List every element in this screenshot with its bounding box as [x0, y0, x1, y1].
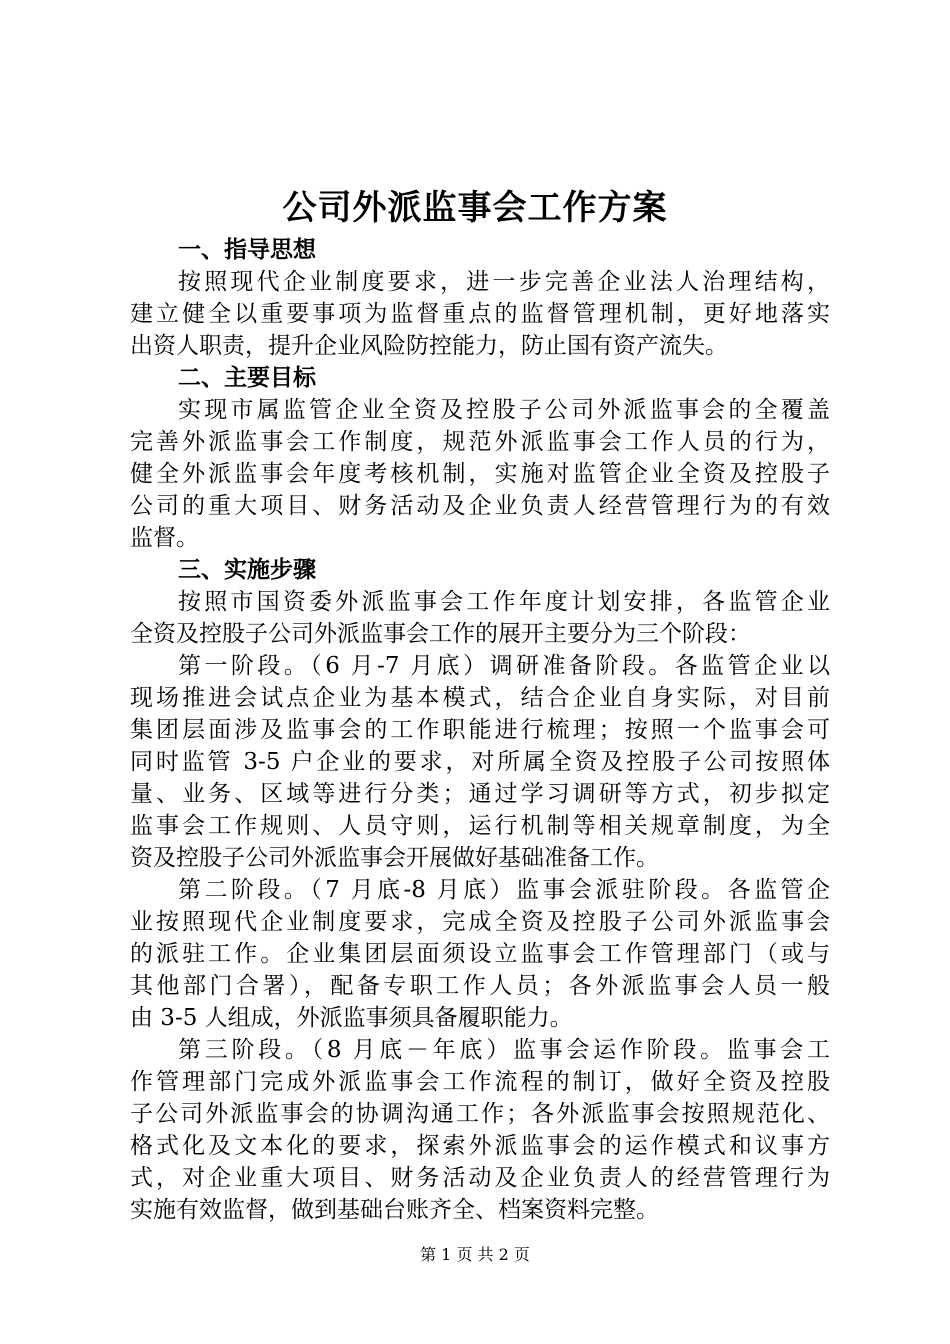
- stage-one-line: 同时监管 3-5 户企业的要求，对所属全资及控股子公司按照体: [130, 749, 830, 775]
- stage-three-line: 实施有效监督，做到基础台账齐全、档案资料完整。: [130, 1197, 659, 1223]
- page-number-footer: 第 1 页 共 2 页: [420, 1245, 530, 1264]
- paragraph-line: 出资人职责，提升企业风险防控能力，防止国有资产流失。: [130, 333, 728, 359]
- paragraph-line: 监督。: [130, 525, 199, 551]
- paragraph-line: 实现市属监管企业全资及控股子公司外派监事会的全覆盖: [178, 397, 830, 423]
- document-title: 公司外派监事会工作方案: [282, 188, 668, 228]
- stage-three-line: 子公司外派监事会的协调沟通工作；各外派监事会按照规范化、: [130, 1101, 830, 1127]
- paragraph-line: 全资及控股子公司外派监事会工作的展开主要分为三个阶段：: [130, 621, 751, 647]
- paragraph-line: 健全外派监事会年度考核机制，实施对监管企业全资及控股子: [130, 461, 830, 487]
- stage-two-line: 由 3-5 人组成，外派监事须具备履职能力。: [130, 1005, 573, 1031]
- stage-one-line: 现场推进会试点企业为基本模式，结合企业自身实际，对目前: [130, 685, 830, 711]
- stage-one-line: 资及控股子公司外派监事会开展做好基础准备工作。: [130, 845, 659, 871]
- paragraph-line: 完善外派监事会工作制度，规范外派监事会工作人员的行为，: [130, 429, 830, 455]
- stage-two-line: 其他部门合署），配备专职工作人员；各外派监事会人员一般: [130, 973, 830, 999]
- stage-three-line: 作管理部门完成外派监事会工作流程的制订，做好全资及控股: [130, 1069, 830, 1095]
- paragraph-line: 建立健全以重要事项为监督重点的监督管理机制，更好地落实: [130, 301, 830, 327]
- stage-one-line: 集团层面涉及监事会的工作职能进行梳理；按照一个监事会可: [130, 717, 830, 743]
- paragraph-line: 按照现代企业制度要求，进一步完善企业法人治理结构，: [178, 269, 830, 295]
- stage-three-line: 格式化及文本化的要求，探索外派监事会的运作模式和议事方: [130, 1133, 830, 1159]
- paragraph-line: 按照市国资委外派监事会工作年度计划安排，各监管企业: [178, 589, 830, 615]
- stage-two-line: 第二阶段。（7 月底-8 月底）监事会派驻阶段。各监管企: [178, 877, 830, 903]
- stage-one-line: 量、业务、区域等进行分类；通过学习调研等方式，初步拟定: [130, 781, 830, 807]
- stage-three-line: 第三阶段。（8 月底－年底）监事会运作阶段。监事会工: [178, 1037, 830, 1063]
- section-heading-main-goals: 二、主要目标: [178, 364, 316, 391]
- stage-one-line: 监事会工作规则、人员守则，运行机制等相关规章制度，为全: [130, 813, 830, 839]
- stage-one-line: 第一阶段。（6 月-7 月底）调研准备阶段。各监管企业以: [178, 653, 830, 679]
- stage-three-line: 式，对企业重大项目、财务活动及企业负责人的经营管理行为: [130, 1165, 830, 1191]
- stage-two-line: 业按照现代企业制度要求，完成全资及控股子公司外派监事会: [130, 909, 830, 935]
- section-heading-implementation-steps: 三、实施步骤: [178, 556, 316, 583]
- section-heading-guiding-thought: 一、指导思想: [178, 236, 316, 263]
- stage-two-line: 的派驻工作。企业集团层面须设立监事会工作管理部门（或与: [130, 941, 830, 967]
- paragraph-line: 公司的重大项目、财务活动及企业负责人经营管理行为的有效: [130, 493, 830, 519]
